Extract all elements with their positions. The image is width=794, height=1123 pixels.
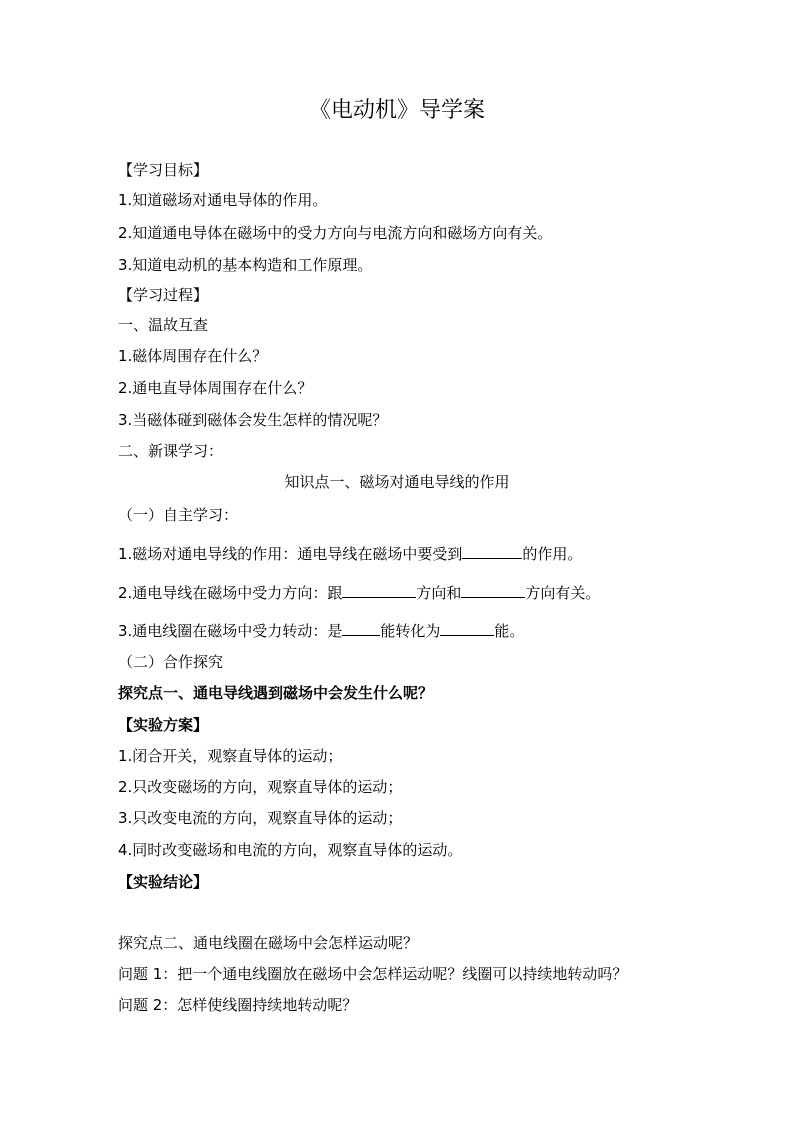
section-goals-heading: 【学习目标】: [118, 161, 209, 179]
q1-answer-blank[interactable]: [462, 542, 522, 559]
fill-question-3: [118, 619, 524, 642]
plan-item-4: 4.同时改变磁场和电流的方向，观察直导体的运动。: [118, 841, 463, 859]
section-process-heading: 【学习过程】: [118, 286, 209, 304]
q3-answer-blank-2[interactable]: [440, 619, 494, 636]
new-lesson-heading: 二、新课学习：: [118, 442, 224, 460]
plan-item-3: 3.只改变电流的方向，观察直导体的运动；: [118, 809, 403, 827]
explore-point-1: 探究点一、通电导线遇到磁场中会发生什么呢？: [118, 684, 434, 702]
plan-heading: 【实验方案】: [118, 716, 209, 734]
goal-item-2: 2.知道通电导体在磁场中的受力方向与电流方向和磁场方向有关。: [118, 224, 553, 242]
review-heading: 一、温故互查: [118, 316, 209, 334]
review-item-2: 2.通电直导体周围存在什么？: [118, 379, 313, 397]
q1-text-after: 的作用。: [522, 545, 583, 563]
q2-text-middle: 方向和: [416, 584, 462, 602]
document-title: 《电动机》导学案: [308, 98, 485, 123]
self-study-heading: （一）自主学习：: [118, 506, 239, 524]
goal-item-3: 3.知道电动机的基本构造和工作原理。: [118, 256, 373, 274]
plan-item-1: 1.闭合开关，观察直导体的运动；: [118, 747, 343, 765]
review-item-3: 3.当磁体碰到磁体会发生怎样的情况呢？: [118, 411, 388, 429]
q3-text-after: 能。: [494, 622, 525, 640]
fill-question-1: [118, 542, 582, 565]
q2-answer-blank-2[interactable]: [461, 581, 525, 598]
conclusion-heading: 【实验结论】: [118, 873, 209, 891]
explore-point-2: 探究点二、通电线圈在磁场中会怎样运动呢？: [118, 934, 419, 952]
review-item-1: 1.磁体周围存在什么？: [118, 347, 268, 365]
q3-text-middle: 能转化为: [380, 622, 441, 640]
knowledge-point-title: 知识点一、磁场对通电导线的作用: [284, 473, 510, 491]
fill-question-2: [118, 581, 600, 604]
question-1: 问题 1：把一个通电线圈放在磁场中会怎样运动呢？线圈可以持续地转动吗？: [118, 965, 628, 983]
q2-text-before: 2.通电导线在磁场中受力方向：跟: [118, 584, 343, 602]
plan-item-2: 2.只改变磁场的方向，观察直导体的运动；: [118, 778, 403, 796]
q2-answer-blank-1[interactable]: [342, 581, 416, 598]
cooperative-heading: （二）合作探究: [118, 653, 224, 671]
q3-text-before: 3.通电线圈在磁场中受力转动：是: [118, 622, 343, 640]
question-2: 问题 2：怎样使线圈持续地转动呢？: [118, 996, 358, 1014]
q1-text-before: 1.磁场对通电导线的作用：通电导线在磁场中要受到: [118, 545, 463, 563]
q2-text-after: 方向有关。: [525, 584, 601, 602]
goal-item-1: 1.知道磁场对通电导体的作用。: [118, 191, 328, 209]
q3-answer-blank-1[interactable]: [342, 619, 380, 636]
